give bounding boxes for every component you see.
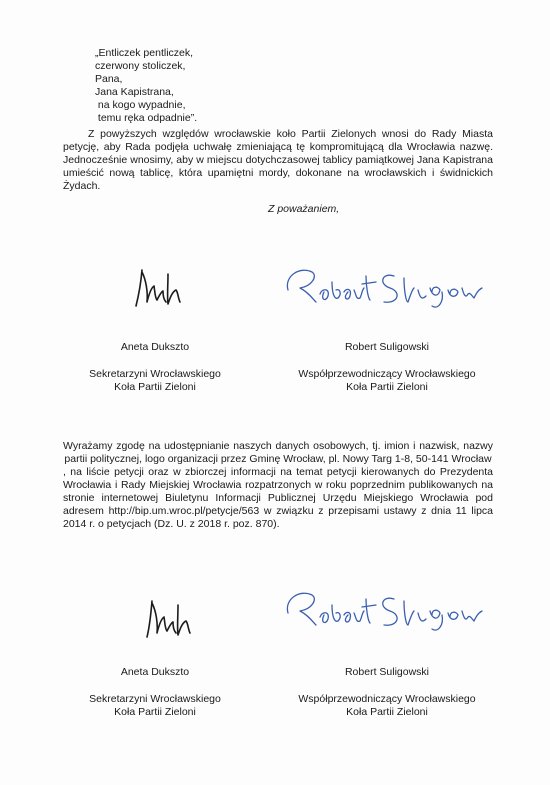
signatory-role: Sekretarzyni Wrocławskiego [89,368,221,380]
paragraph-line: Jednocześnie wnosimy, aby w miejscu dotychczasowej tablicy pamiątkowej Jana Kapistrana [63,154,493,166]
signatory-role: Koła Partii Zieloni [346,706,428,718]
paragraph-line: , na liście petycji oraz w zbiorczej informacji na temat petycji kierowanych do Prezydenta [63,466,493,478]
signatory-role: Koła Partii Zieloni [114,381,196,393]
paragraph-line: partii politycznej, logo organizacji przez Gminę Wrocław, pl. Nowy Targ 1-8, 50-141 Wrocław [64,453,492,465]
signature-robert-top [282,262,492,312]
signature-robert-bottom [282,585,492,635]
signatory-role: Koła Partii Zieloni [346,381,428,393]
poem-line: Jana Kapistrana, [95,86,174,98]
petition-paragraph [63,128,493,193]
poem-line: Pana, [95,73,123,85]
signatory-role: Koła Partii Zieloni [114,706,196,718]
poem-line: czerwony stoliczek, [95,60,186,72]
signatory-role: Współprzewodniczący Wrocławskiego [298,693,476,705]
poem-block [95,47,197,125]
signatory-name: Robert Suligowski [344,341,430,353]
signature-aneta-bottom [140,595,195,645]
consent-paragraph [63,440,493,531]
paragraph-line: Żydach. [63,180,101,192]
signatory-name: Aneta Dukszto [120,341,190,353]
paragraph-line: Wyrażamy zgodę na udostępnianie naszych danych osobowych, tj. imion i nazwisk, nazwy [63,440,493,452]
paragraph-line: 2014 r. o petycjach (Dz. U. z 2018 r. poz. 870). [63,518,280,530]
signatory-role: Współprzewodniczący Wrocławskiego [298,368,476,380]
poem-line: temu ręka odpadnie”. [95,112,198,124]
paragraph-line: stronie internetowej Biuletynu Informacji Publicznej Urzędu Miejskiego Wrocławia pod [63,492,493,504]
paragraph-line: adresem http://bip.um.wroc.pl/petycje/563 w związku z przepisami ustawy z dnia 11 lipca [63,505,493,517]
signatory-block [282,341,492,394]
signatory-block [85,341,225,394]
signatory-block [85,666,225,719]
signatory-block [282,666,492,719]
signatory-name: Aneta Dukszto [120,666,190,678]
signatory-role: Sekretarzyni Wrocławskiego [89,693,221,705]
paragraph-line: Wrocławia i Rady Miejskiej Wrocławia rozpatrzonych w roku poprzednim publikowanych na [63,479,493,491]
poem-line: „Entliczek pentliczek, [95,47,194,59]
signatory-name: Robert Suligowski [344,666,430,678]
signature-aneta-top [128,262,188,312]
paragraph-line: Z powyższych względów wrocławskie koło Partii Zielonych wnosi do Rady Miasta [88,128,493,140]
paragraph-line: umieścić nową tablicę, która upamiętni mordy, dokonane na wrocławskich i świdnickich [63,167,493,179]
paragraph-line: petycję, aby Rada podjęła uchwałę zmieniającą tę kompromitującą dla Wrocławia nazwę. [63,141,493,153]
closing-salutation: Z poważaniem, [268,203,340,215]
poem-line: na kogo wypadnie, [95,99,186,111]
